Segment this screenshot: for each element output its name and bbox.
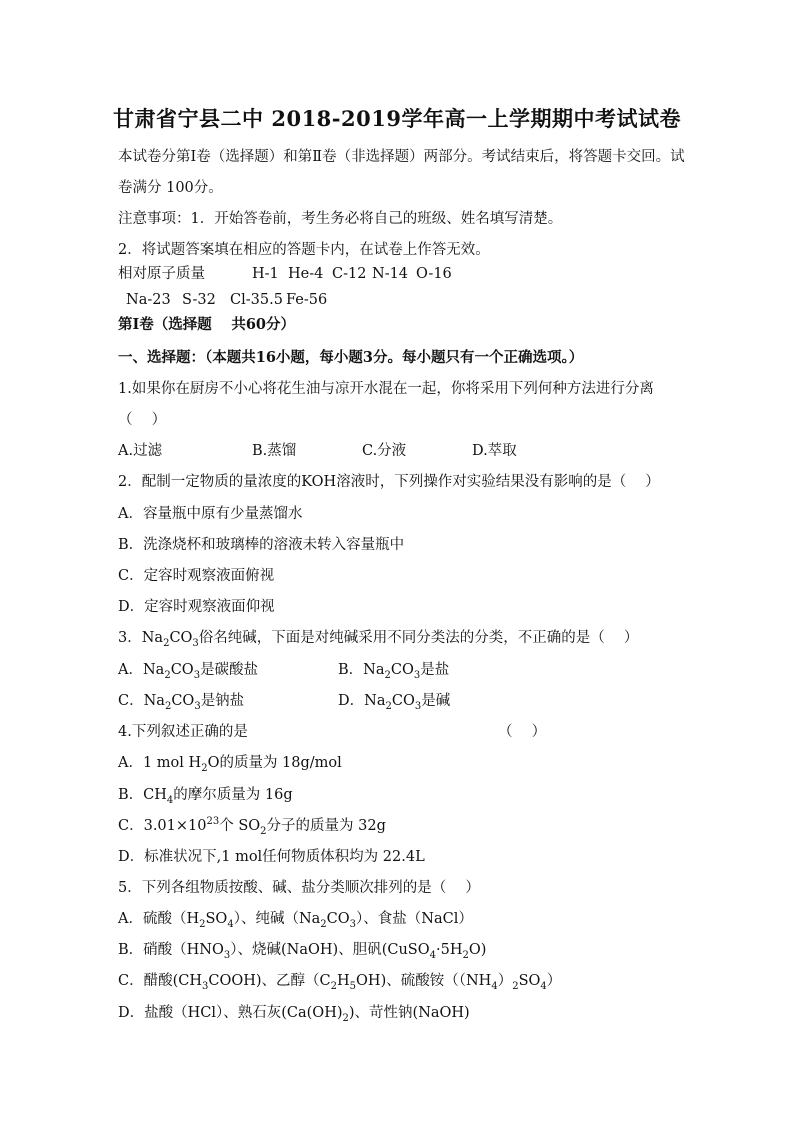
q2-option-d: D．定容时观察液面仰视	[118, 599, 275, 615]
q3-option-b: B．$Na_2CO_3$是盐	[338, 662, 450, 681]
mass-na: Na-23	[126, 292, 171, 308]
mass-he: He-4	[288, 266, 324, 282]
q2-option-c: C．定容时观察液面俯视	[118, 568, 275, 584]
mass-n: N-14	[372, 266, 409, 282]
note-line-2: 2．将试题答案填在相应的答题卡内，在试卷上作答无效。	[118, 242, 490, 258]
q1-option-c: C.分液	[362, 443, 407, 459]
mass-fe: Fe-56	[286, 292, 328, 308]
section1-header: 一、选择题：（本题共16小题，每小题3分。每小题只有一个正确选项。）	[118, 349, 584, 366]
q4-option-b: B．$CH_4$的摩尔质量为 16g	[118, 787, 293, 806]
q4-stem-row	[118, 723, 754, 741]
q1-option-b: B.蒸馏	[252, 443, 297, 459]
mass-cl: Cl-35.5	[230, 292, 283, 308]
mass-s: S-32	[182, 292, 216, 308]
q5-option-b: B．硝酸$(HNO_3)$、烧碱(NaOH)、胆矾$(CuSO_4\cdot 5H_2O)$	[118, 942, 487, 961]
part1-header: 第Ⅰ卷（选择题 共60分）	[118, 316, 296, 333]
q3-option-d: D．$Na_2CO_3$是碱	[338, 693, 451, 712]
q4-option-d: D．标准状况下,1 mol任何物质体积均为 22.4L	[118, 849, 425, 865]
intro-line-2: 卷满分 100分。	[118, 180, 223, 196]
q4-option-a: A．1 mol $H_2O$的质量为 18g/mol	[118, 755, 342, 774]
q4-stem: 4.下列叙述正确的是	[118, 724, 248, 740]
q5-option-a: A．硫酸$(H_2SO_4)$、纯碱$(Na_2CO_3)$、食盐（NaCl）	[118, 911, 473, 930]
mass-h: H-1	[252, 266, 279, 282]
atomic-mass-row-1	[118, 265, 754, 283]
q2-option-a: A．容量瓶中原有少量蒸馏水	[118, 506, 303, 522]
q3-option-a: A．$Na_2CO_3$是碳酸盐	[118, 662, 259, 681]
q1-option-d: D.萃取	[472, 443, 517, 459]
q2-option-b: B．洗涤烧杯和玻璃棒的溶液未转入容量瓶中	[118, 537, 405, 553]
q4-option-c: C．$3.01\times 10^{23}$个 $SO_2$分子的质量为 32g	[118, 816, 386, 837]
q4-paren: （ ）	[498, 724, 547, 740]
page-title: 甘肃省宁县二中 2018-2019学年高一上学期期中考试试卷	[113, 106, 681, 131]
q5-option-d: D．盐酸（HCl）、熟石灰$(Ca(OH)_2)$、苛性钠(NaOH)	[118, 1005, 470, 1024]
q2-stem: 2．配制一定物质的量浓度的KOH溶液时，下列操作对实验结果没有影响的是（ ）	[118, 474, 660, 490]
atomic-mass-label: 相对原子质量	[118, 266, 205, 282]
mass-c: C-12	[332, 266, 367, 282]
q1-stem: 1.如果你在厨房不小心将花生油与凉开水混在一起，你将采用下列何种方法进行分离	[118, 381, 654, 397]
mass-o: O-16	[416, 266, 452, 282]
q5-option-c: C．醋酸$(CH_3COOH)$、乙醇$(C_2H_5OH)$、硫酸铵$((NH_4)_2SO_4)$	[118, 973, 562, 992]
q1-option-a: A.过滤	[118, 443, 163, 459]
note-line-1: 注意事项：1．开始答卷前，考生务必将自己的班级、姓名填写清楚。	[118, 211, 563, 227]
q1-paren: （ ）	[118, 412, 167, 428]
intro-line-1: 本试卷分第Ⅰ卷（选择题）和第Ⅱ卷（非选择题）两部分。考试结束后，将答题卡交回。试	[118, 149, 685, 165]
q3-stem: 3．$Na_2CO_3$俗名纯碱，下面是对纯碱采用不同分类法的分类，不正确的是（ ）	[118, 630, 639, 649]
q3-option-c: C．$Na_2CO_3$是钠盐	[118, 693, 245, 712]
q5-stem: 5．下列各组物质按酸、碱、盐分类顺次排列的是（ ）	[118, 880, 480, 896]
